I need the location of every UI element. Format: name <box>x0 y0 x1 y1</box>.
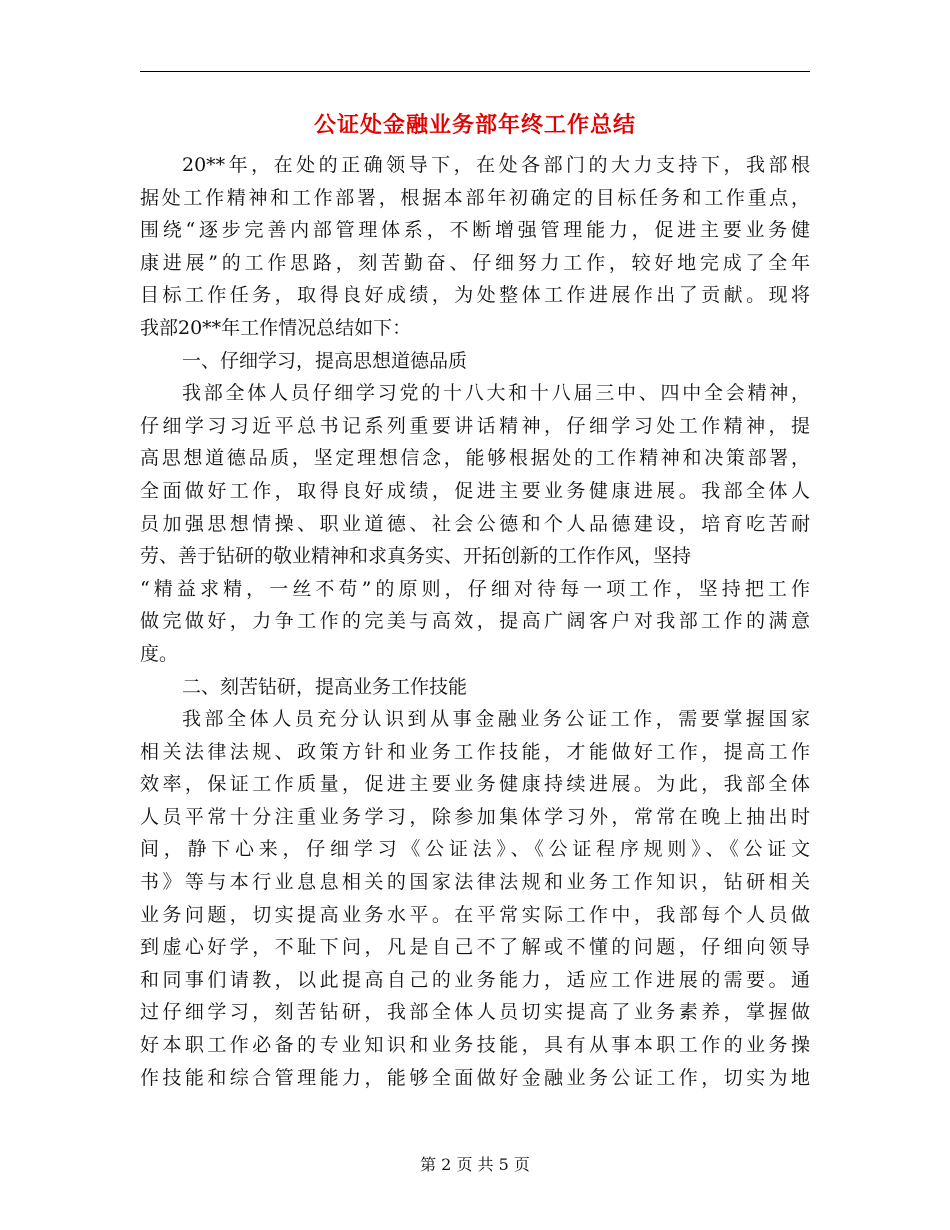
paragraph-line: 康进展”的工作思路，刻苦勤奋、仔细努力工作，较好地完成了全年 <box>140 251 810 274</box>
header-rule <box>140 71 810 72</box>
paragraph-line: 我部全体人员充分认识到从事金融业务公证工作，需要掌握国家 <box>182 708 810 731</box>
paragraph-line: 我部20**年工作情况总结如下： <box>140 316 412 339</box>
paragraph-line: 做完做好，力争工作的完美与高效，提高广阔客户对我部工作的满意 <box>140 610 810 633</box>
paragraph-line: 仔细学习习近平总书记系列重要讲话精神，仔细学习处工作精神，提 <box>140 414 810 437</box>
section-heading: 一、仔细学习，提高思想道德品质 <box>182 349 468 372</box>
paragraph-line: 作技能和综合管理能力，能够全面做好金融业务公证工作，切实为地 <box>140 1066 810 1089</box>
paragraph-line: 劳、善于钻研的敬业精神和求真务实、开拓创新的工作作风，坚持 <box>140 545 692 568</box>
paragraph-line: 和同事们请教，以此提高自己的业务能力，适应工作进展的需要。通 <box>140 968 810 991</box>
paragraph-line: 20**年，在处的正确领导下，在处各部门的大力支持下，我部根 <box>182 154 810 176</box>
paragraph-line: 围绕“逐步完善内部管理体系，不断增强管理能力，促进主要业务健 <box>140 219 810 242</box>
paragraph-line: 人员平常十分注重业务学习，除参加集体学习外，常常在晚上抽出时 <box>140 805 810 828</box>
document-title: 公证处金融业务部年终工作总结 <box>313 112 636 138</box>
paragraph-line: 我部全体人员仔细学习党的十八大和十八届三中、四中全会精神， <box>182 382 810 405</box>
paragraph-line: 效率，保证工作质量，促进主要业务健康持续进展。为此，我部全体 <box>140 773 810 796</box>
paragraph-line: 过仔细学习，刻苦钻研，我部全体人员切实提高了业务素养，掌握做 <box>140 1001 810 1024</box>
paragraph-line: 相关法律法规、政策方针和业务工作技能，才能做好工作，提高工作 <box>140 740 810 763</box>
paragraph-line: 全面做好工作，取得良好成绩，促进主要业务健康进展。我部全体人 <box>140 479 810 502</box>
section-heading: 二、刻苦钻研，提高业务工作技能 <box>182 675 468 698</box>
paragraph-line: 高思想道德品质，坚定理想信念，能够根据处的工作精神和决策部署， <box>140 447 810 470</box>
paragraph-line: 据处工作精神和工作部署，根据本部年初确定的目标任务和工作重点， <box>140 186 810 209</box>
page-number-footer: 第 2 页 共 5 页 <box>420 1155 530 1174</box>
paragraph-line: 间，静下心来，仔细学习《公证法》、《公证程序规则》、《公证文 <box>140 838 810 861</box>
paragraph-line: 目标工作任务，取得良好成绩，为处整体工作进展作出了贡献。现将 <box>140 284 810 307</box>
paragraph-line: 业务问题，切实提高业务水平。在平常实际工作中，我部每个人员做 <box>140 903 810 926</box>
paragraph-line: 员加强思想情操、职业道德、社会公德和个人品德建设，培育吃苦耐 <box>140 512 810 535</box>
paragraph-line: 书》等与本行业息息相关的国家法律法规和业务工作知识，钻研相关 <box>140 871 810 894</box>
paragraph-line: 到虚心好学，不耻下问，凡是自己不了解或不懂的问题，仔细向领导 <box>140 936 810 959</box>
paragraph-line: “精益求精，一丝不苟”的原则，仔细对待每一项工作，坚持把工作 <box>140 577 810 600</box>
document-body <box>140 149 810 1094</box>
paragraph-line: 度。 <box>140 642 179 665</box>
paragraph-line: 好本职工作必备的专业知识和业务技能，具有从事本职工作的业务操 <box>140 1034 810 1057</box>
